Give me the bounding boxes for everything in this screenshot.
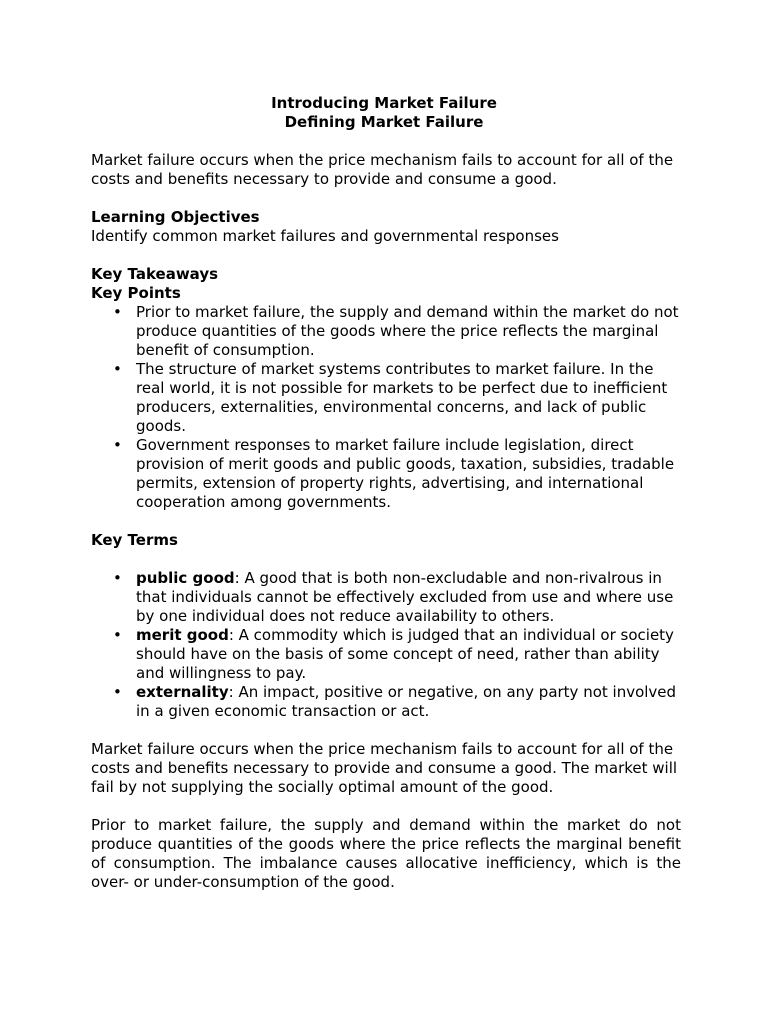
spacer [91, 797, 681, 816]
spacer [91, 246, 681, 265]
key-takeaways-heading: Key Takeaways [91, 265, 219, 283]
intro-paragraph: Market failure occurs when the price mechanism fails to account for all of the costs and benefits necessary to provide and consume a good. [91, 151, 674, 188]
document-subtitle: Defining Market Failure [284, 113, 484, 131]
key-point-item: • The structure of market systems contributes to market failure. In the real world, it is not possible for markets to be perfect due to inefficient producers, externalities, environmental concerns, and lack of public goods. [91, 360, 681, 436]
key-terms-heading: Key Terms [91, 531, 178, 549]
key-terms-list [91, 569, 681, 721]
spacer [91, 512, 681, 531]
key-term-definition: : An impact, positive or negative, on any party not involved in a given economic transaction or act. [136, 683, 677, 720]
body-paragraph: Market failure occurs when the price mechanism fails to account for all of the costs and benefits necessary to provide and consume a good. The market will fail by not supplying the socially optimal amount of the good. [91, 740, 678, 796]
key-term-item [91, 683, 681, 721]
key-term-definition: : A commodity which is judged that an individual or society should have on the basis of some concept of need, rather than ability and willingness to pay. [136, 626, 674, 682]
key-term-name: externality [136, 683, 229, 701]
spacer [91, 721, 681, 740]
key-points-heading: Key Points [91, 284, 181, 302]
key-term-definition: : A good that is both non-excludable and non-rivalrous in that individuals cannot be effectively excluded from use and where use by one individual does not reduce availability to others. [136, 569, 674, 625]
document-page [91, 94, 681, 892]
key-term-item [91, 569, 681, 626]
document-title: Introducing Market Failure [271, 94, 497, 112]
learning-objectives-heading: Learning Objectives [91, 208, 260, 226]
key-point-item: • Prior to market failure, the supply and demand within the market do not produce quantities of the goods where the price reflects the marginal benefit of consumption. [91, 303, 681, 360]
key-point-item: • Government responses to market failure include legislation, direct provision of merit goods and public goods, taxation, subsidies, tradable permits, extension of property rights, advertising, and international cooperation among governments. [91, 436, 681, 512]
key-points-list [91, 303, 681, 512]
key-term-name: public good [136, 569, 235, 587]
key-term-name: merit good [136, 626, 229, 644]
spacer [91, 550, 681, 569]
learning-objectives-text: Identify common market failures and governmental responses [91, 227, 559, 245]
body-paragraph: Prior to market failure, the supply and demand within the market do not produce quantities of the goods where the price reflects the marginal benefit of consumption. The imbalance causes allocative inefficiency, which is the over- or under-consumption of the good. [91, 816, 681, 891]
key-term-item [91, 626, 681, 683]
spacer [91, 189, 681, 208]
spacer [91, 132, 681, 151]
